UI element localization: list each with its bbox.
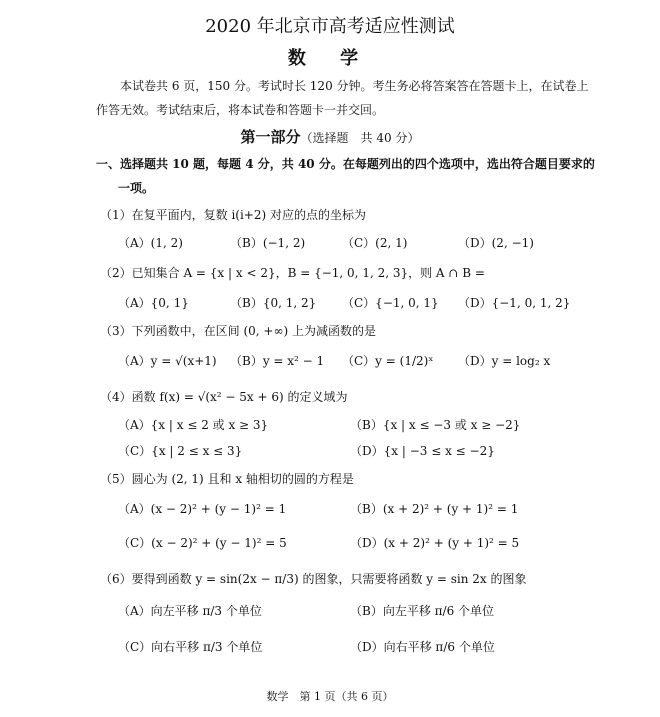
part-heading <box>0 126 660 147</box>
question-4-option-a: （A）{x | x ≤ 2 或 x ≥ 3} <box>118 418 269 432</box>
question-3-option-b: （B）y = x² − 1 <box>230 354 325 368</box>
page-footer: 数学 第 1 页（共 6 页） <box>266 690 394 703</box>
instructions-text: 本试卷共 6 页，150 分。考试时长 120 分钟。考生务必将答案答在答题卡上，在试卷上作答无效。考试结束后，将本试卷和答题卡一并交回。 <box>96 79 589 117</box>
question-1-option-b: （B）(−1, 2) <box>230 236 306 250</box>
question-4-option-d: （D）{x | −3 ≤ x ≤ −2} <box>350 444 495 458</box>
part-title: 第一部分 <box>240 128 301 146</box>
question-6-stem: （6）要得到函数 y = sin(2x − π/3) 的图象，只需要将函数 y = sin 2x 的图象 <box>100 572 527 586</box>
question-4-stem: （4）函数 f(x) = √(x² − 5x + 6) 的定义域为 <box>100 390 348 404</box>
section-instruction <box>96 152 596 200</box>
question-5-option-b: （B）(x + 2)² + (y + 1)² = 1 <box>350 502 519 516</box>
question-5-option-c: （C）(x − 2)² + (y − 1)² = 5 <box>118 536 287 550</box>
question-2-option-d: （D）{−1, 0, 1, 2} <box>458 296 571 310</box>
question-6-option-c: （C）向右平移 π/3 个单位 <box>118 640 263 654</box>
question-3-stem: （3）下列函数中，在区间 (0, +∞) 上为减函数的是 <box>100 324 376 338</box>
question-2-stem: （2）已知集合 A = {x | x < 2}，B = {−1, 0, 1, 2, 3}，则 A ∩ B = <box>100 266 485 280</box>
subject-heading: 数 学 <box>287 48 373 69</box>
question-5-option-d: （D）(x + 2)² + (y + 1)² = 5 <box>350 536 520 550</box>
question-4-option-b: （B）{x | x ≤ −3 或 x ≥ −2} <box>350 418 521 432</box>
question-2-option-a: （A）{0, 1} <box>118 296 189 310</box>
question-5-option-a: （A）(x − 2)² + (y − 1)² = 1 <box>118 502 287 516</box>
question-6-option-b: （B）向左平移 π/6 个单位 <box>350 604 495 618</box>
question-3-option-a: （A）y = √(x+1) <box>118 354 217 368</box>
section-line-2: 一项。 <box>118 181 155 195</box>
question-1-option-d: （D）(2, −1) <box>458 236 534 250</box>
question-6-option-d: （D）向右平移 π/6 个单位 <box>350 640 495 654</box>
question-3-option-c: （C）y = (1/2)ˣ <box>342 354 434 368</box>
part-note: （选择题 共 40 分） <box>300 131 420 145</box>
question-3-option-d: （D）y = log₂ x <box>458 354 551 368</box>
section-line-1: 一、选择题共 10 题，每题 4 分，共 40 分。在每题列出的四个选项中，选出符合题目要求的 <box>96 157 595 171</box>
exam-title: 2020 年北京市高考适应性测试 <box>205 16 455 37</box>
question-5-stem: （5）圆心为 (2, 1) 且和 x 轴相切的圆的方程是 <box>100 472 354 486</box>
question-4-option-c: （C）{x | 2 ≤ x ≤ 3} <box>118 444 243 458</box>
instructions <box>96 74 596 122</box>
question-2-option-b: （B）{0, 1, 2} <box>230 296 317 310</box>
question-2-option-c: （C）{−1, 0, 1} <box>342 296 439 310</box>
question-1-option-c: （C）(2, 1) <box>342 236 408 250</box>
question-6-option-a: （A）向左平移 π/3 个单位 <box>118 604 262 618</box>
question-1-option-a: （A）(1, 2) <box>118 236 183 250</box>
question-1-stem: （1）在复平面内，复数 i(i+2) 对应的点的坐标为 <box>100 208 366 222</box>
